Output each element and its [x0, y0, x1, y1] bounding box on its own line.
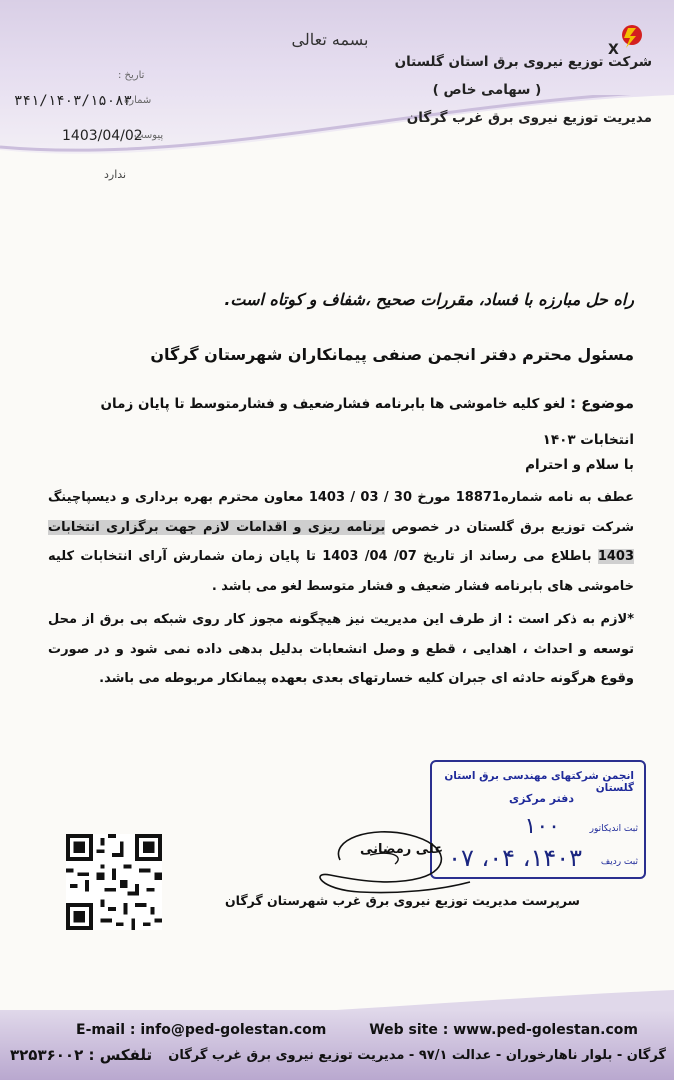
letter-number: ۳۴۱/۱۴۰۳/۱۵۰۸۳ [14, 93, 133, 109]
footer-address: گرگان - بلوار ناهارخوران - عدالت ۹۷/۱ - مدیریت توزیع نیروی برق غرب گرگان [168, 1048, 666, 1063]
bismillah: بسمه تعالی [291, 30, 369, 49]
footer [0, 1010, 674, 1080]
subject-text: لغو کلیه خاموشی ها بابرنامه فشارضعیف و فشارمتوسط تا پایان زمان انتخابات ۱۴۰۳ [100, 396, 634, 448]
note-paragraph: *لازم به ذکر است : از طرف این مدیریت نیز هیچگونه مجوز کار روی شبکه بی برق از محل توسعه و احداث ، اهدایی ، قطع و وصل انشعابات بدلیل بدهی داده نمی شود و در صورت وقوع هرگونه حادثه ای جبران کلیه خسارتهای بعدی بعهده پیمانکار مربوطه می باشد. [48, 612, 634, 686]
stamp-entry-label: ثبت اندیکاتور [589, 824, 638, 834]
subject-label: موضوع : [569, 394, 634, 412]
stamp-row-value: ۱۴۰۳، ۰۴، ۰۷ [448, 844, 582, 872]
company-name-block [392, 48, 652, 132]
footer-website: Web site : www.ped-golestan.com [369, 1022, 638, 1038]
paragraph-text: عطف به نامه شماره18871 مورخ 30 / 03 / 1403 معاون محترم بهره برداری و دیسپاچینگ شرکت توزیع برق گلستان در خصوص [48, 490, 634, 535]
main-paragraph [48, 483, 634, 601]
signatory-name: علی رمضانی [360, 842, 444, 857]
footer-phone: تلفکس : ۳۲۵۳۶۰۰۲ [10, 1046, 153, 1064]
date-label: تاریخ : [118, 70, 145, 81]
recipient: مسئول محترم دفتر انجمن صنفی پیمانکاران شهرستان گرگان [150, 345, 634, 364]
number-label: شماره [124, 95, 152, 106]
attachment-value: ندارد [104, 168, 127, 181]
letter-date: 1403/04/02 [62, 128, 143, 144]
company-name: شرکت توزیع نیروی برق استان گلستان [394, 54, 652, 70]
qr-code-icon [66, 834, 162, 930]
anti-corruption-slogan: راه حل مبارزه با فساد، مقررات صحیح ،شفاف و کوتاه است. [224, 290, 634, 309]
paragraph-text-cont: باطلاع می رساند از تاریخ 07/ 04/ 1403 تا پایان زمان شمارش آرای انتخابات کلیه خاموشی های بابرنامه فشار ضعیف و فشار متوسط لغو می باشد . [48, 549, 634, 594]
attachment-label: پیوست [134, 130, 164, 141]
greeting: با سلام و احترام [525, 457, 634, 473]
company-type: ( سهامی خاص ) [432, 82, 542, 98]
signature-scribble [300, 820, 480, 900]
stamp-office: دفتر مرکزی [509, 792, 574, 805]
company-division: مدیریت توزیع نیروی برق غرب گرگان [406, 110, 652, 126]
signatory-title: سرپرست مدیریت توزیع نیروی برق غرب شهرستان گرگان [225, 893, 580, 908]
highlighted-text: برنامه ریزی و اقدامات لازم جهت برگزاری انتخابات 1403 [48, 519, 635, 564]
svg-text:X: X [608, 42, 619, 58]
footer-email: E-mail : info@ped-golestan.com [76, 1022, 327, 1038]
stamp-row-label: ثبت ردیف [600, 857, 638, 867]
subject [48, 385, 634, 458]
stamp-org: انجمن شرکتهای مهندسی برق استان گلستان [444, 770, 634, 794]
stamp-entry-value: ۱۰۰ [524, 814, 560, 839]
